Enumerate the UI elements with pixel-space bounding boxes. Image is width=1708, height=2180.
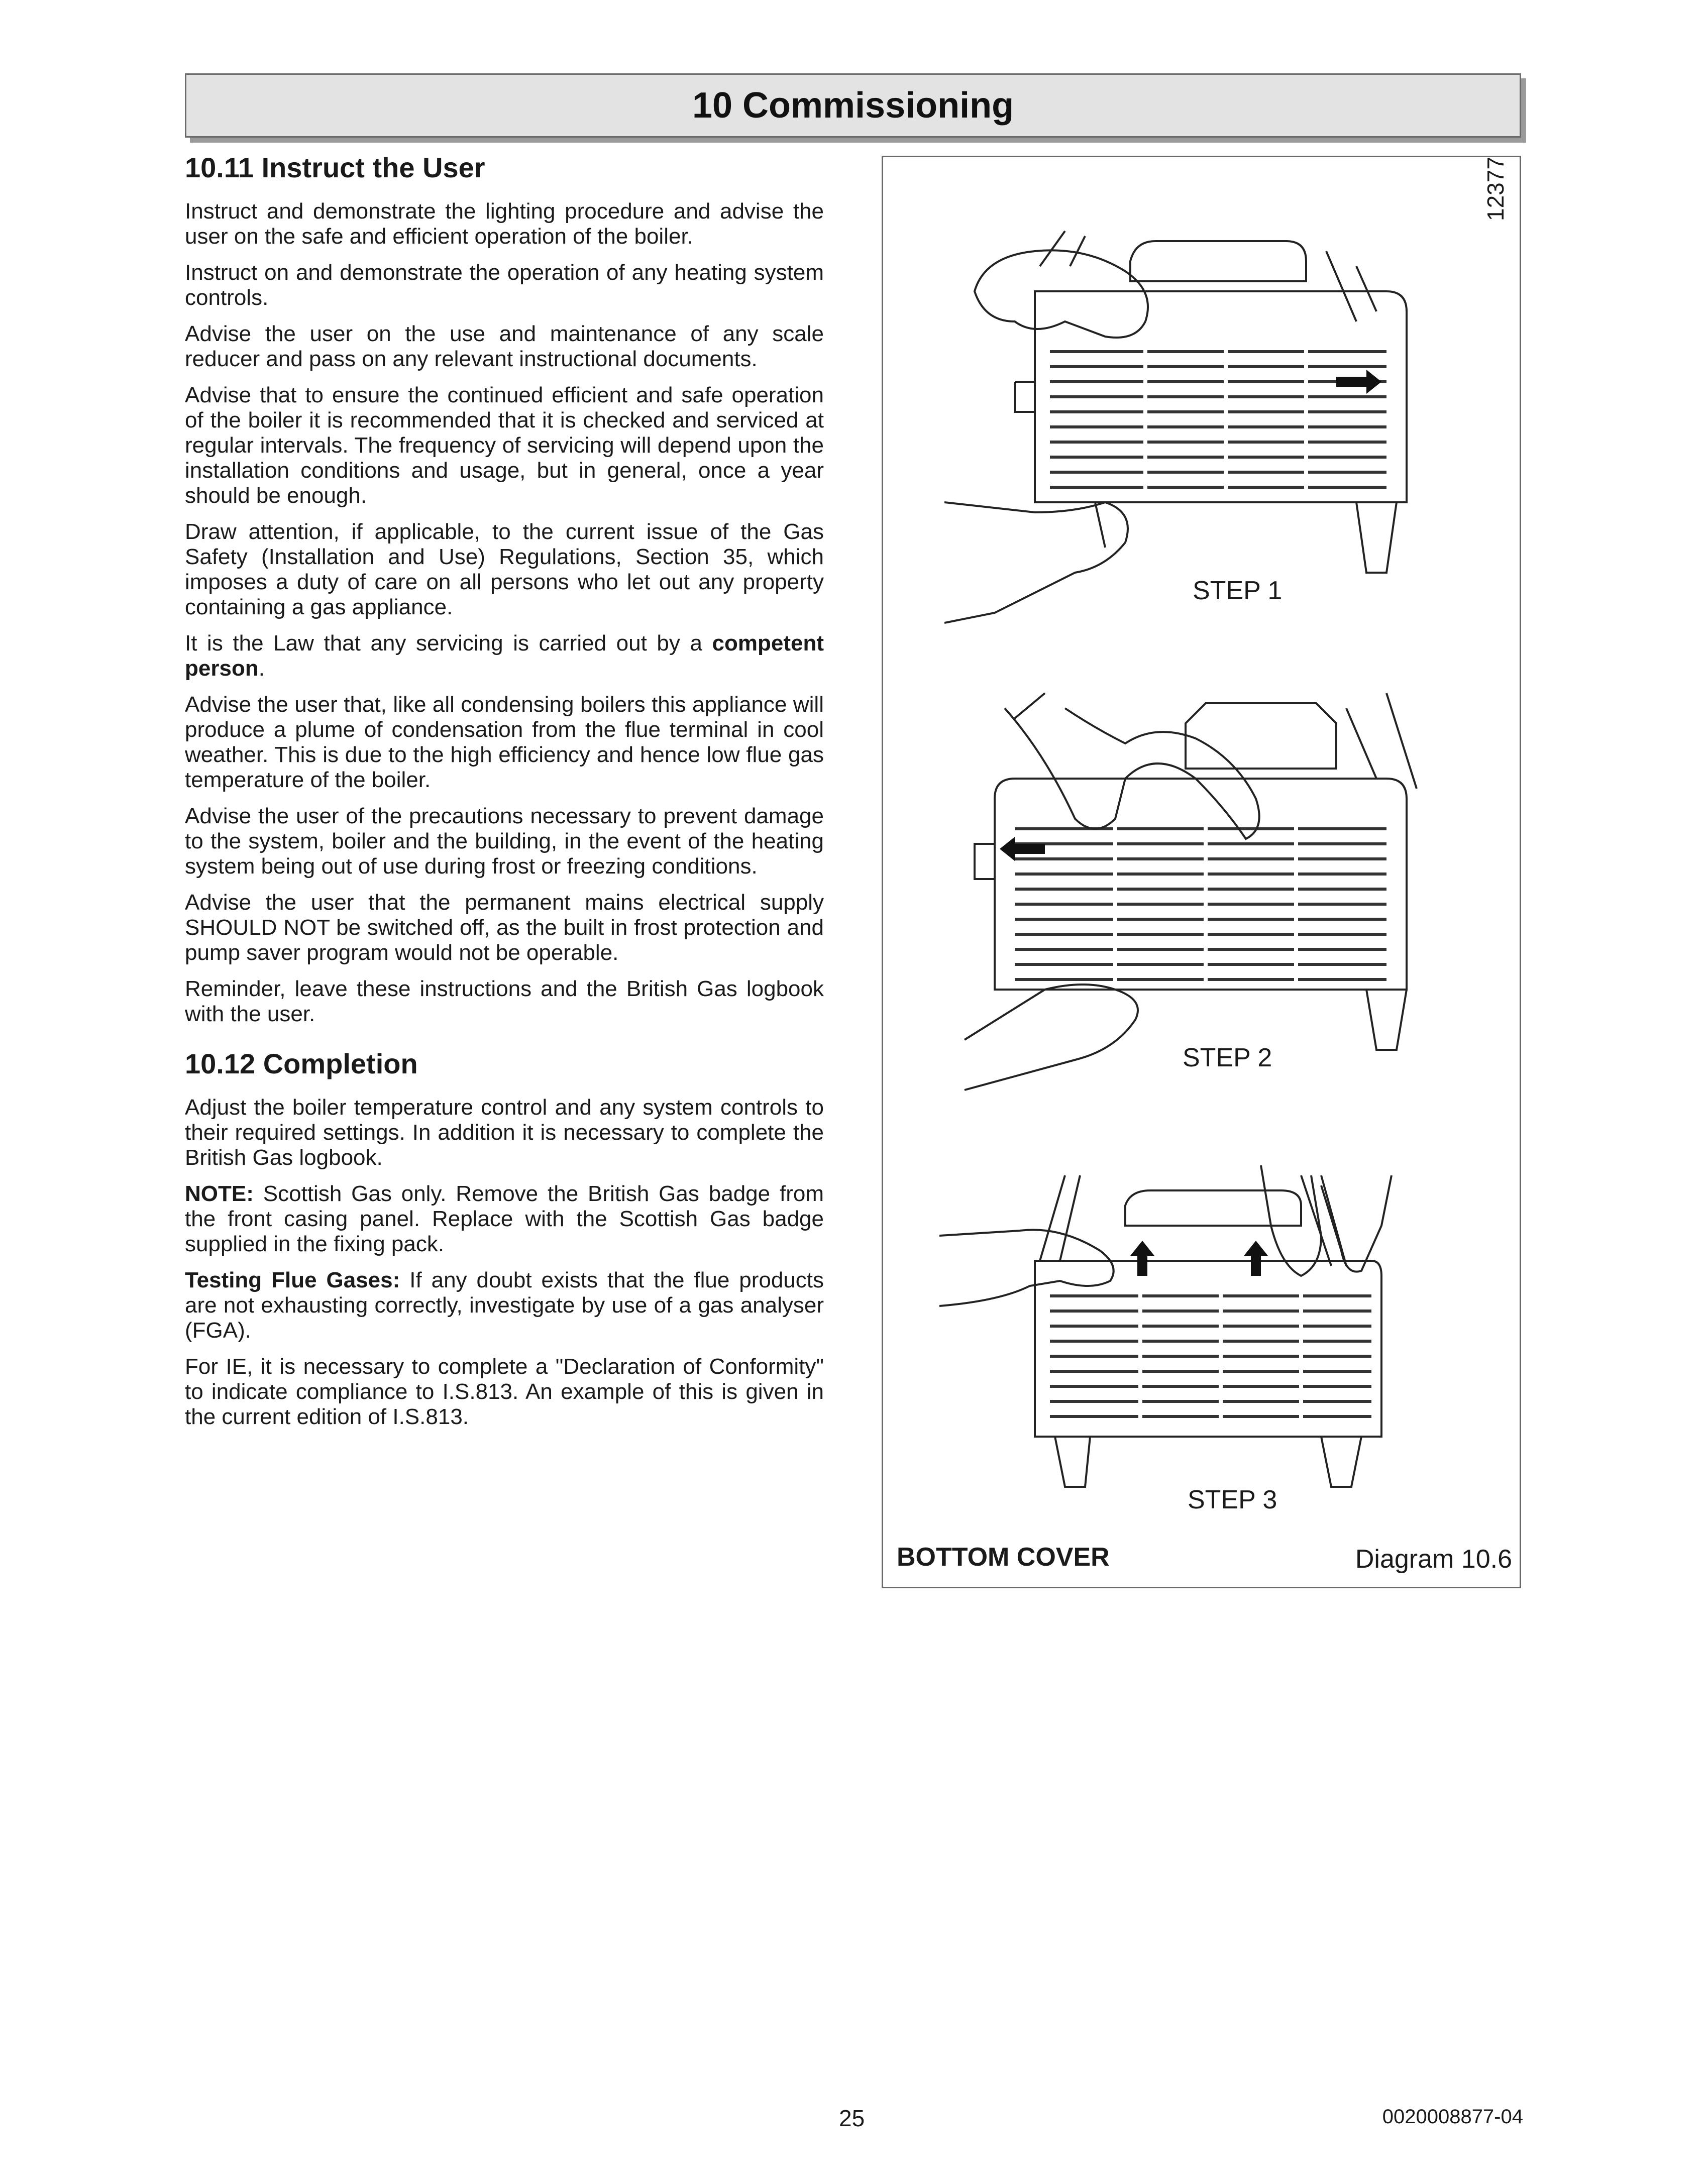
figure-caption: BOTTOM COVER [897, 1543, 1110, 1572]
section-heading-instruct: 10.11 Instruct the User [185, 152, 485, 183]
law-text: It is the Law that any servicing is carried out by a [185, 631, 712, 656]
paragraph: Advise the user of the precautions necessary to prevent damage to the system, boiler and the building, in the event of the heating system being out of use during frost or freezing conditions. [185, 804, 824, 879]
testing-text: If any doubt exists that the flue products are not exhausting correctly, investigate by use of a gas analyser (FGA). [185, 1268, 824, 1343]
testing-label: Testing Flue Gases: [185, 1268, 400, 1292]
chapter-title: 10 Commissioning [692, 85, 1014, 126]
law-bold: competent person [185, 631, 824, 681]
step2-illustration [944, 678, 1467, 1100]
law-paragraph [185, 631, 824, 681]
chapter-header [185, 73, 1521, 138]
document-code: 0020008877-04 [1382, 2106, 1523, 2128]
note-label: NOTE: [185, 1181, 254, 1206]
paragraph: For IE, it is necessary to complete a "Declaration of Conformity" to indicate compliance to I.S.813. An example of this is given in the current edition of I.S.813. [185, 1354, 824, 1429]
paragraph: Advise the user on the use and maintenance of any scale reducer and pass on any relevant instructional documents. [185, 321, 824, 371]
figure-number: 12377 [1482, 157, 1509, 221]
step2-label: STEP 2 [1183, 1043, 1272, 1072]
step3-label: STEP 3 [1188, 1485, 1277, 1514]
paragraph: Advise the user that, like all condensing boilers this appliance will produce a plume of condensation from the flue terminal in cool weather. This is due to the high efficiency and hence low flue gas temperature of the boiler. [185, 692, 824, 792]
section-heading-completion: 10.12 Completion [185, 1048, 418, 1079]
figure-reference: Diagram 10.6 [1355, 1545, 1512, 1574]
paragraph: Draw attention, if applicable, to the current issue of the Gas Safety (Installation and Use) Regulations, Section 35, which imposes a duty of care on all persons who let out any property containing a gas appliance. [185, 519, 824, 619]
paragraph: Instruct and demonstrate the lighting procedure and advise the user on the safe and efficient operation of the boiler. [185, 199, 824, 249]
page-number: 25 [839, 2105, 865, 2131]
note-text: Scottish Gas only. Remove the British Gas badge from the front casing panel. Replace with the Scottish Gas badge supplied in the fixing pack. [185, 1181, 824, 1256]
text-column [185, 151, 824, 1441]
paragraph: Instruct on and demonstrate the operation of any heating system controls. [185, 260, 824, 310]
paragraph: Advise the user that the permanent mains electrical supply SHOULD NOT be switched off, as the built in frost protection and pump saver program would not be operable. [185, 890, 824, 965]
step3-illustration [939, 1165, 1467, 1507]
paragraph: Reminder, leave these instructions and the British Gas logbook with the user. [185, 976, 824, 1026]
testing-paragraph [185, 1268, 824, 1343]
law-end: . [258, 656, 265, 681]
paragraph: Adjust the boiler temperature control and any system controls to their required settings. In addition it is necessary to complete the British Gas logbook. [185, 1095, 824, 1170]
note-paragraph [185, 1181, 824, 1257]
step1-label: STEP 1 [1193, 576, 1283, 605]
paragraph: Advise that to ensure the continued efficient and safe operation of the boiler it is recommended that it is checked and serviced at regular intervals. The frequency of servicing will depend upon the installation conditions and usage, but in general, once a year should be enough. [185, 383, 824, 508]
step1-illustration [944, 221, 1467, 633]
